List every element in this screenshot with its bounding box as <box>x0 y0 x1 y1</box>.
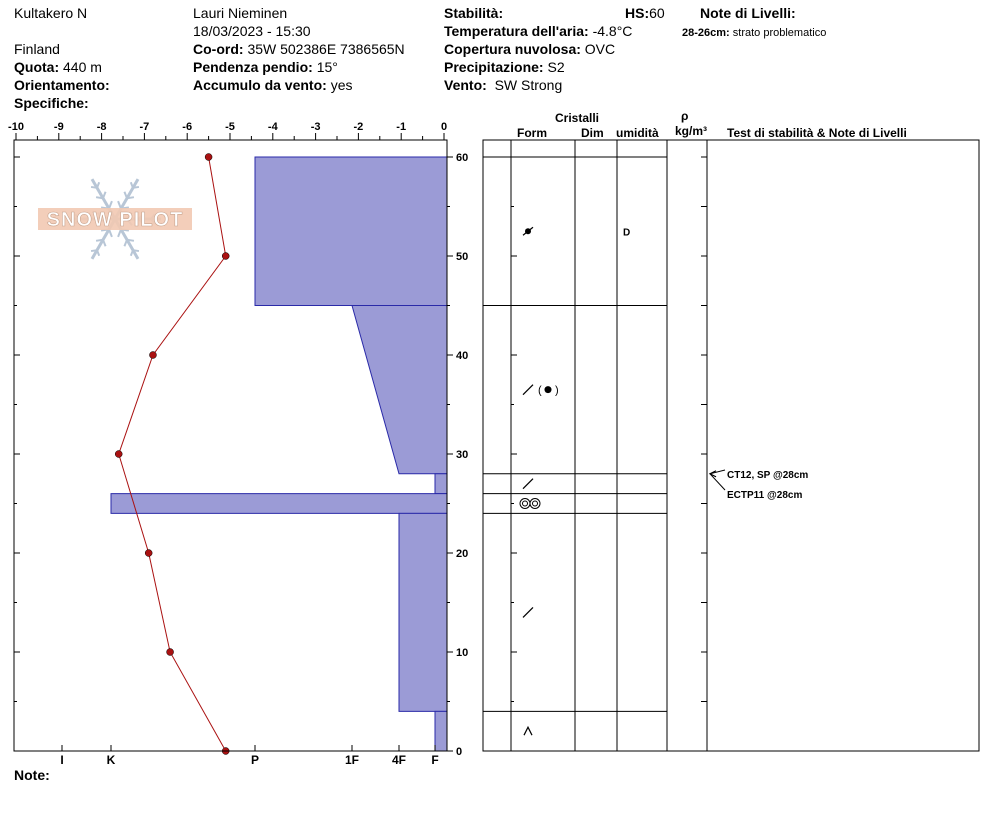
temperature-tick-label: -7 <box>139 121 150 133</box>
hs-label: HS: <box>625 5 650 21</box>
hardness-layer <box>435 474 447 494</box>
quota-value: 440 m <box>63 59 102 75</box>
layer-note-text: strato problematico <box>732 27 827 39</box>
footer-note-label: Note: <box>14 767 50 783</box>
snowflake-branch <box>96 240 103 241</box>
height-tick-label: 50 <box>456 251 469 263</box>
observer-name: Lauri Nieminen <box>193 5 288 21</box>
temperature-point <box>145 550 152 557</box>
height-tick-label: 10 <box>456 647 469 659</box>
snowflake-branch <box>96 197 103 198</box>
grain-symbol-paren-close: ) <box>555 384 559 397</box>
snowflake-branch <box>131 182 133 188</box>
height-tick-label: 30 <box>456 449 469 461</box>
grain-symbol-mf <box>520 499 530 509</box>
snowflake-branch <box>124 192 127 199</box>
hardness-tick-label: I <box>60 753 64 767</box>
snowflake-branch <box>133 250 139 251</box>
grain-symbol-df <box>523 607 533 617</box>
grain-symbol-dh <box>524 727 532 735</box>
snowflake-branch <box>103 192 106 199</box>
temperature-point <box>167 649 174 656</box>
precip-value: S2 <box>547 59 565 75</box>
stability-test-label: CT12, SP @28cm <box>727 470 809 481</box>
wind-value: SW Strong <box>494 77 563 93</box>
grain-symbol-paren-open: ( <box>538 384 542 397</box>
hs-value: 60 <box>649 5 665 21</box>
hardness-tick-label: P <box>250 753 260 767</box>
cloud-value: OVC <box>584 41 616 57</box>
height-tick-label: 40 <box>456 350 469 362</box>
temperature-tick-label: -2 <box>353 121 364 133</box>
grain-symbol-mf-inner <box>533 501 538 506</box>
hardness-layer <box>399 513 447 711</box>
specifics-label: Specifiche: <box>14 95 89 111</box>
snowflake-branch <box>124 240 127 247</box>
snowflake-branch <box>103 240 106 247</box>
snowflake-branch <box>97 182 99 188</box>
header-tests: Test di stabilità & Note di Livelli <box>727 126 907 140</box>
location-name: Kultakero N <box>14 5 88 21</box>
temperature-tick-label: -9 <box>53 121 64 133</box>
header-rho-unit: kg/m³ <box>675 124 708 138</box>
temperature-line <box>119 157 226 751</box>
temperature-point <box>222 253 229 260</box>
temperature-point <box>205 154 212 161</box>
hardness-profile <box>111 157 447 751</box>
height-tick-label: 20 <box>456 548 469 560</box>
grain-symbol-df <box>523 479 533 489</box>
hardness-layer <box>435 711 447 751</box>
header-umidita: umidità <box>616 126 659 140</box>
stability-test-arrowhead <box>710 471 716 477</box>
temperature-profile <box>115 154 229 755</box>
temperature-tick-label: -4 <box>267 121 278 133</box>
height-tick-label: 0 <box>456 746 463 758</box>
header-rho: ρ <box>681 109 689 123</box>
header-form: Form <box>517 126 547 140</box>
temperature-tick-label: -10 <box>8 121 24 133</box>
country-name: Finland <box>14 41 60 57</box>
temperature-tick-label: -3 <box>310 121 321 133</box>
table-frame <box>483 140 979 751</box>
hardness-tick-label: F <box>431 753 439 767</box>
grain-symbol-pp <box>545 386 552 393</box>
observation-datetime: 18/03/2023 - 15:30 <box>193 23 311 39</box>
wind-label: Vento: <box>444 77 487 93</box>
hardness-tick-label: K <box>106 753 116 767</box>
coord-label: Co-ord: <box>193 41 244 57</box>
slope-label: Pendenza pendio: <box>193 59 313 75</box>
stability-test-label: ECTP11 @28cm <box>727 490 803 501</box>
stability-test-arrow <box>710 474 725 490</box>
wind-load-label: Accumulo da vento: <box>193 77 327 93</box>
snowflake-branch <box>127 197 134 198</box>
air-temp-value: -4.8°C <box>592 23 633 39</box>
grain-symbol-df <box>523 385 533 395</box>
layer-table <box>483 140 979 751</box>
stability-label: Stabilità: <box>444 5 504 21</box>
coord-value: 35W 502386E 7386565N <box>247 41 405 57</box>
cloud-label: Copertura nuvolosa: <box>444 41 581 57</box>
logo-text: SNOW PILOT <box>46 209 184 231</box>
grain-symbol-mf <box>530 499 540 509</box>
height-tick-label: 60 <box>456 152 469 164</box>
hardness-layer <box>352 306 447 474</box>
temperature-tick-label: -5 <box>225 121 235 133</box>
hardness-tick-label: 1F <box>344 753 360 767</box>
air-temp-label: Temperatura dell'aria: <box>444 23 589 39</box>
header-cristalli: Cristalli <box>555 111 600 125</box>
snowflake-branch <box>91 187 97 188</box>
hardness-layer <box>255 157 447 306</box>
orientation-label: Orientamento: <box>14 77 110 93</box>
wind-load-value: yes <box>330 77 353 93</box>
moisture-label: D <box>623 227 631 239</box>
hardness-layer <box>111 494 447 514</box>
snowflake-branch <box>97 250 99 256</box>
precip-label: Precipitazione: <box>444 59 544 75</box>
temperature-tick-label: -8 <box>96 121 107 133</box>
header-dim: Dim <box>581 126 604 140</box>
snowpilot-logo <box>38 179 192 259</box>
slope-value: 15° <box>316 59 338 75</box>
quota-label: Quota: <box>14 59 60 75</box>
temperature-tick-label: -6 <box>182 121 193 133</box>
layer-notes-title: Note di Livelli: <box>700 5 796 21</box>
grain-symbol-mf-inner <box>523 501 528 506</box>
layer-note-range: 28-26cm: <box>682 27 730 39</box>
hardness-tick-label: 4F <box>391 753 407 767</box>
temperature-tick-label: 0 <box>440 121 448 133</box>
snowflake-branch <box>127 240 134 241</box>
temperature-point <box>115 451 122 458</box>
snowflake-branch <box>109 201 112 208</box>
snowflake-branch <box>118 201 121 208</box>
temperature-tick-label: -1 <box>396 121 407 133</box>
temperature-point <box>149 352 156 359</box>
snowflake-branch <box>131 250 133 256</box>
